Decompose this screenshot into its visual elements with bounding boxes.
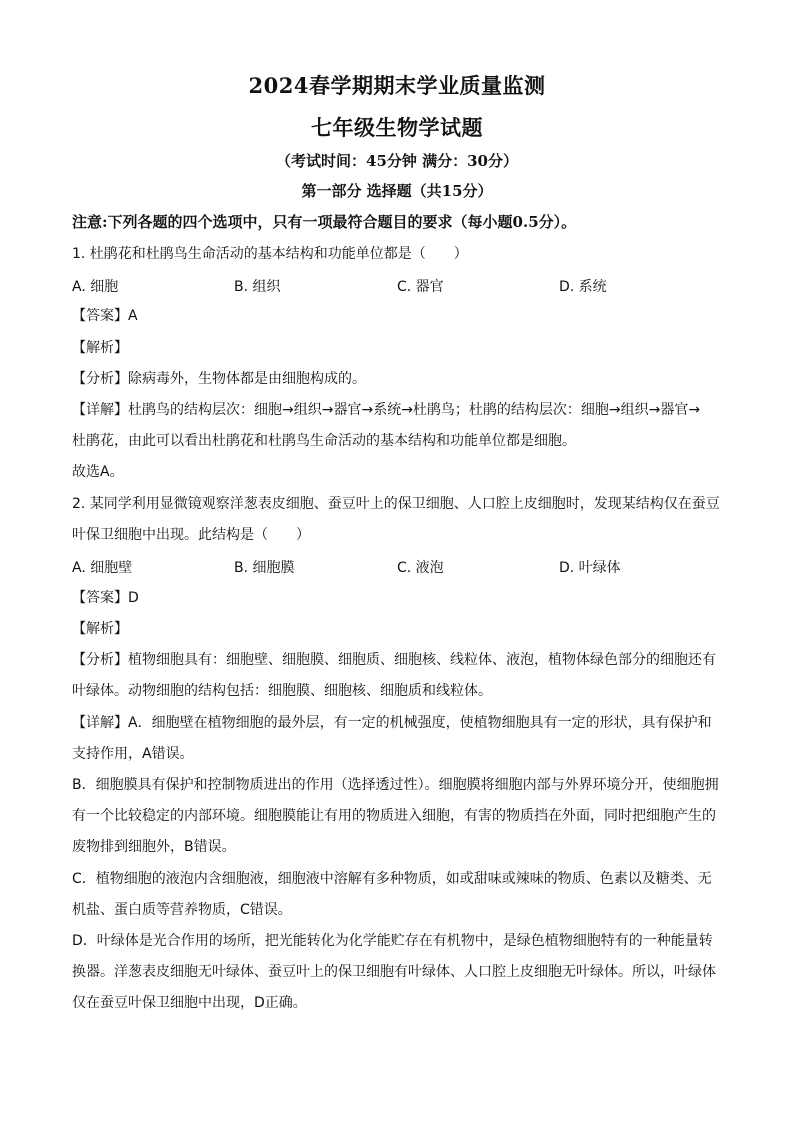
q2-option-a: A. 细胞壁	[72, 560, 133, 576]
q2-analysis-heading: 【解析】	[72, 621, 128, 637]
q1-answer: 【答案】A	[72, 308, 138, 324]
q1-analysis: 【分析】除病毒外，生物体都是由细胞构成的。	[72, 371, 366, 387]
q2-option-b: B. 细胞膜	[234, 560, 295, 576]
section-heading: 第一部分 选择题（共15分）	[301, 182, 493, 200]
question-1-stem: 1. 杜鹃花和杜鹃鸟生命活动的基本结构和功能单位都是（ ）	[72, 246, 468, 262]
q2-detail-b-line-3: 废物排到细胞外，B错误。	[72, 839, 236, 855]
q2-detail-a-line-2: 支持作用，A错误。	[72, 746, 194, 762]
q1-detail-line-2: 杜鹃花，由此可以看出杜鹃花和杜鹃鸟生命活动的基本结构和功能单位都是细胞。	[72, 433, 576, 449]
q1-conclusion: 故选A。	[72, 464, 124, 480]
q2-detail-d-line-2: 换器。洋葱表皮细胞无叶绿体、蚕豆叶上的保卫细胞有叶绿体、人口腔上皮细胞无叶绿体。所以，叶绿体	[72, 964, 716, 980]
exam-info: （考试时间：45分钟 满分：30分）	[276, 152, 518, 170]
question-2-stem-line-2: 叶保卫细胞中出现。此结构是（ ）	[72, 527, 310, 543]
q1-option-a: A. 细胞	[72, 279, 119, 295]
exam-subtitle: 七年级生物学试题	[311, 115, 483, 140]
q1-option-c: C. 器官	[397, 279, 444, 295]
q1-option-b: B. 组织	[234, 279, 281, 295]
q2-analysis-line-2: 叶绿体。动物细胞的结构包括：细胞膜、细胞核、细胞质和线粒体。	[72, 683, 492, 699]
q2-detail-d-line-3: 仅在蚕豆叶保卫细胞中出现，D正确。	[72, 995, 307, 1011]
q2-option-d: D. 叶绿体	[559, 560, 621, 576]
q2-analysis-line-1: 【分析】植物细胞具有：细胞壁、细胞膜、细胞质、细胞核、线粒体、液泡，植物体绿色部分的细胞还有	[72, 652, 716, 668]
q1-detail-line-1: 【详解】杜鹃鸟的结构层次：细胞→组织→器官→系统→杜鹃鸟；杜鹃的结构层次：细胞→组织→器官→	[72, 402, 701, 418]
q2-detail-d-line-1: D．叶绿体是光合作用的场所，把光能转化为化学能贮存在有机物中，是绿色植物细胞特有的一种能量转	[72, 933, 713, 949]
instructions-note: 注意:下列各题的四个选项中，只有一项最符合题目的要求（每小题0.5分）。	[72, 213, 577, 231]
q1-analysis-heading: 【解析】	[72, 340, 128, 356]
q2-detail-a-line-1: 【详解】A．细胞壁在植物细胞的最外层，有一定的机械强度，使植物细胞具有一定的形状，具有保护和	[72, 715, 712, 731]
q2-detail-c-line-2: 机盐、蛋白质等营养物质，C错误。	[72, 902, 292, 918]
q2-detail-b-line-2: 有一个比较稳定的内部环境。细胞膜能让有用的物质进入细胞，有害的物质挡在外面，同时把细胞产生的	[72, 808, 716, 824]
question-2-stem-line-1: 2. 某同学利用显微镜观察洋葱表皮细胞、蚕豆叶上的保卫细胞、人口腔上皮细胞时，发现某结构仅在蚕豆	[72, 496, 720, 512]
q2-option-c: C. 液泡	[397, 560, 444, 576]
q1-option-d: D. 系统	[559, 279, 607, 295]
exam-title: 2024春学期期末学业质量监测	[248, 73, 546, 98]
q2-detail-b-line-1: B．细胞膜具有保护和控制物质进出的作用（选择透过性）。细胞膜将细胞内部与外界环境分开，使细胞拥	[72, 777, 719, 793]
q2-detail-c-line-1: C．植物细胞的液泡内含细胞液，细胞液中溶解有多种物质，如或甜味或辣味的物质、色素以及糖类、无	[72, 871, 712, 887]
q2-answer: 【答案】D	[72, 590, 139, 606]
